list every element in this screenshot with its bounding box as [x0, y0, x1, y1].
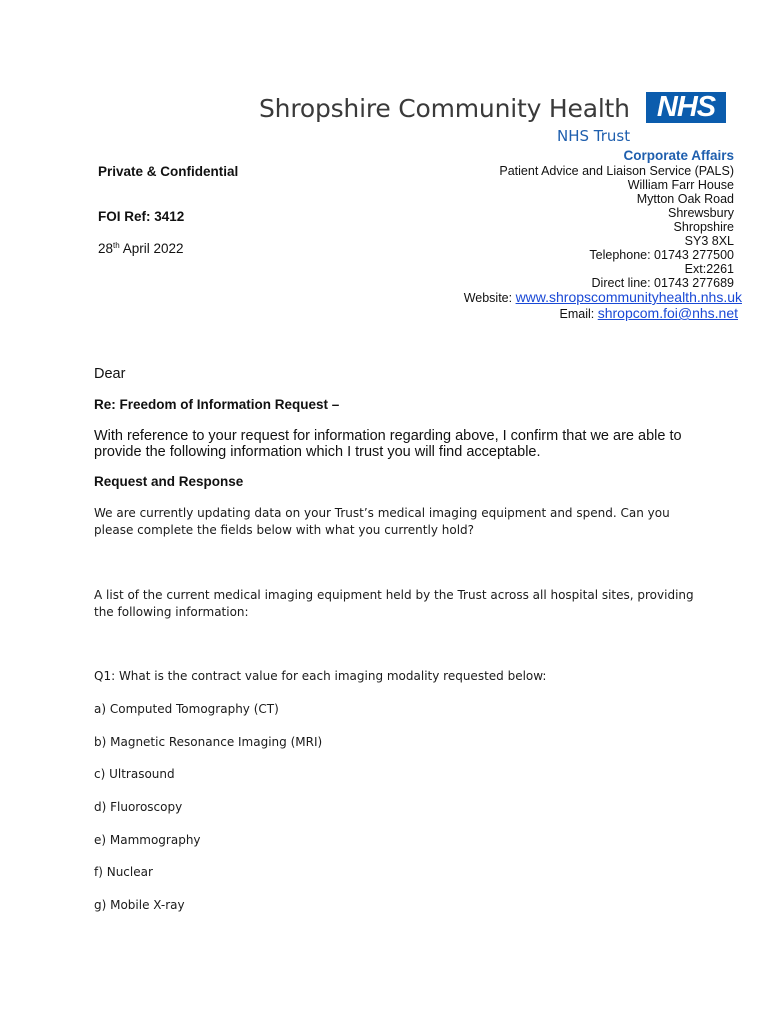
date-month-year: April 2022 — [119, 241, 184, 256]
address-line: Shrewsbury — [668, 206, 734, 220]
letter-date — [98, 241, 184, 256]
request-paragraph: We are currently updating data on your Trust’s medical imaging equipment and spend. Can you please complete the fields below with what you currently hold? — [94, 506, 670, 537]
address-line: Patient Advice and Liaison Service (PALS) — [499, 164, 734, 178]
address-line: Mytton Oak Road — [636, 192, 734, 206]
date-suffix: th — [113, 241, 120, 250]
address-line: Shropshire — [673, 220, 734, 234]
request-paragraph: A list of the current medical imaging equipment held by the Trust across all hospital sites, providing the following information: — [94, 588, 694, 619]
address-line: William Farr House — [627, 178, 734, 192]
list-item: a) Computed Tomography (CT) — [94, 702, 279, 716]
email-label: Email: — [559, 307, 598, 321]
date-day: 28 — [98, 241, 114, 256]
address-line: SY3 8XL — [684, 234, 734, 248]
list-item: b) Magnetic Resonance Imaging (MRI) — [94, 735, 323, 749]
list-item: f) Nuclear — [94, 865, 153, 879]
website-line — [464, 290, 742, 305]
list-item: c) Ultrasound — [94, 767, 175, 781]
confidential-label: Private & Confidential — [98, 164, 239, 179]
list-item: g) Mobile X-ray — [94, 898, 185, 912]
direct-line: Direct line: 01743 277689 — [591, 276, 734, 290]
intro-paragraph: With reference to your request for information regarding above, I confirm that we are able to provide the following information which I trust you will find acceptable. — [94, 428, 682, 460]
department-name: Corporate Affairs — [623, 148, 734, 163]
telephone-line: Telephone: 01743 277500 — [589, 248, 734, 262]
email-link[interactable]: shropcom.foi@nhs.net — [597, 305, 738, 321]
trust-subtitle: NHS Trust — [557, 127, 631, 145]
section-heading: Request and Response — [94, 474, 244, 489]
foi-reference: FOI Ref: 3412 — [98, 209, 185, 224]
website-label: Website: — [463, 291, 516, 305]
website-link[interactable]: www.shropscommunityhealth.nhs.uk — [515, 289, 742, 305]
organisation-name: Shropshire Community Health — [259, 94, 630, 123]
question-text: Q1: What is the contract value for each imaging modality requested below: — [94, 669, 547, 683]
salutation: Dear — [94, 366, 126, 382]
list-item: d) Fluoroscopy — [94, 800, 183, 814]
email-line — [560, 306, 738, 321]
nhs-logo: NHS — [646, 92, 726, 123]
list-item: e) Mammography — [94, 833, 201, 847]
extension-line: Ext:2261 — [684, 262, 734, 276]
subject-line: Re: Freedom of Information Request – — [94, 397, 340, 412]
